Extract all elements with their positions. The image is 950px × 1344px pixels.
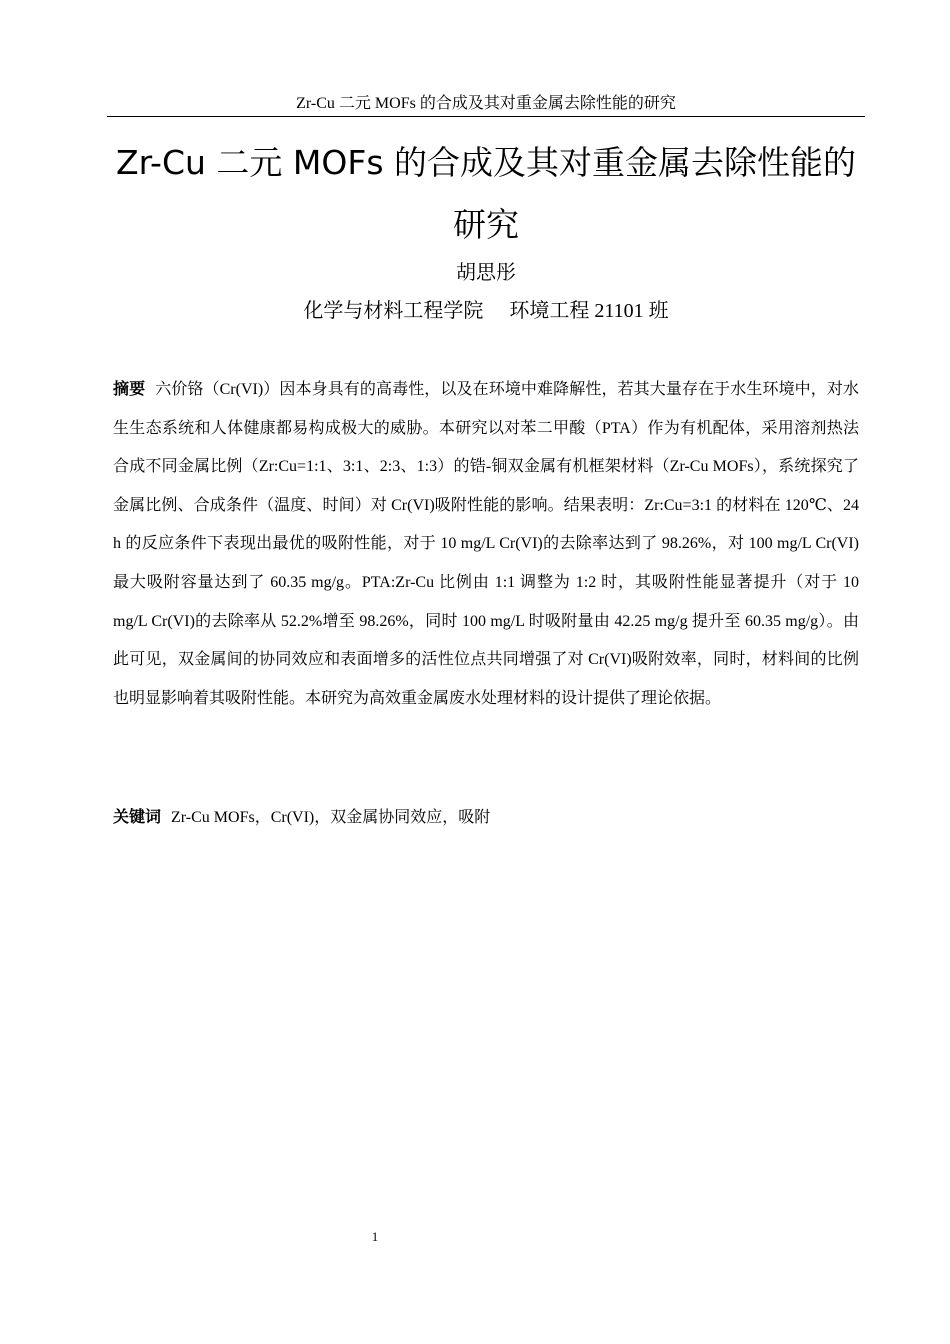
header-rule [107,116,865,117]
abstract-text: 六价铬（Cr(VI)）因本身具有的高毒性，以及在环境中难降解性，若其大量存在于水生环境中，对水生生态系统和人体健康都易构成极大的威胁。本研究以对苯二甲酸（PTA）作为有机配体，采用溶剂热法合成不同金属比例（Zr:Cu=1:1、3:1、2:3、1:3）的锆-铜双金属有机框架材料（Zr-Cu MOFs），系统探究了金属比例、合成条件（温度、时间）对 Cr(VI)吸附性能的影响。结果表明：Zr:Cu=3:1 的材料在 120℃、24 h 的反应条件下表现出最优的吸附性能，对于 10 mg/L Cr(VI)的去除率达到了 98.26%，对 100 mg/L Cr(VI) 最大吸附容量达到了 60.35 mg/g。PTA:Zr-Cu 比例由 1:1 调整为 1:2 时，其吸附性能显著提升（对于 10 mg/L Cr(VI)的去除率从 52.2%增至 98.26%，同时 100 mg/L 时吸附量由 42.25 mg/g 提升至 60.35 mg/g）。由此可见，双金属间的协同效应和表面增多的活性位点共同增强了对 Cr(VI)吸附效率，同时，材料间的比例也明显影响着其吸附性能。本研究为高效重金属废水处理材料的设计提供了理论依据。 [113,381,859,707]
abstract [113,370,859,718]
keywords-label: 关键词 [113,807,162,826]
paper-title: Zr-Cu 二元 MOFs 的合成及其对重金属去除性能的研究 [115,143,857,244]
affiliation-class: 环境工程 21101 班 [509,300,669,322]
keywords [113,798,859,837]
keywords-text: Zr-Cu MOFs，Cr(VI)，双金属协同效应，吸附 [171,809,491,826]
author-name: 胡思彤 [456,262,516,284]
affiliation-college: 化学与材料工程学院 [303,300,484,322]
affiliation [107,296,865,326]
running-header: Zr-Cu 二元 MOFs 的合成及其对重金属去除性能的研究 [296,95,676,112]
abstract-label: 摘要 [113,379,146,398]
page-number: 1 [371,1229,379,1244]
